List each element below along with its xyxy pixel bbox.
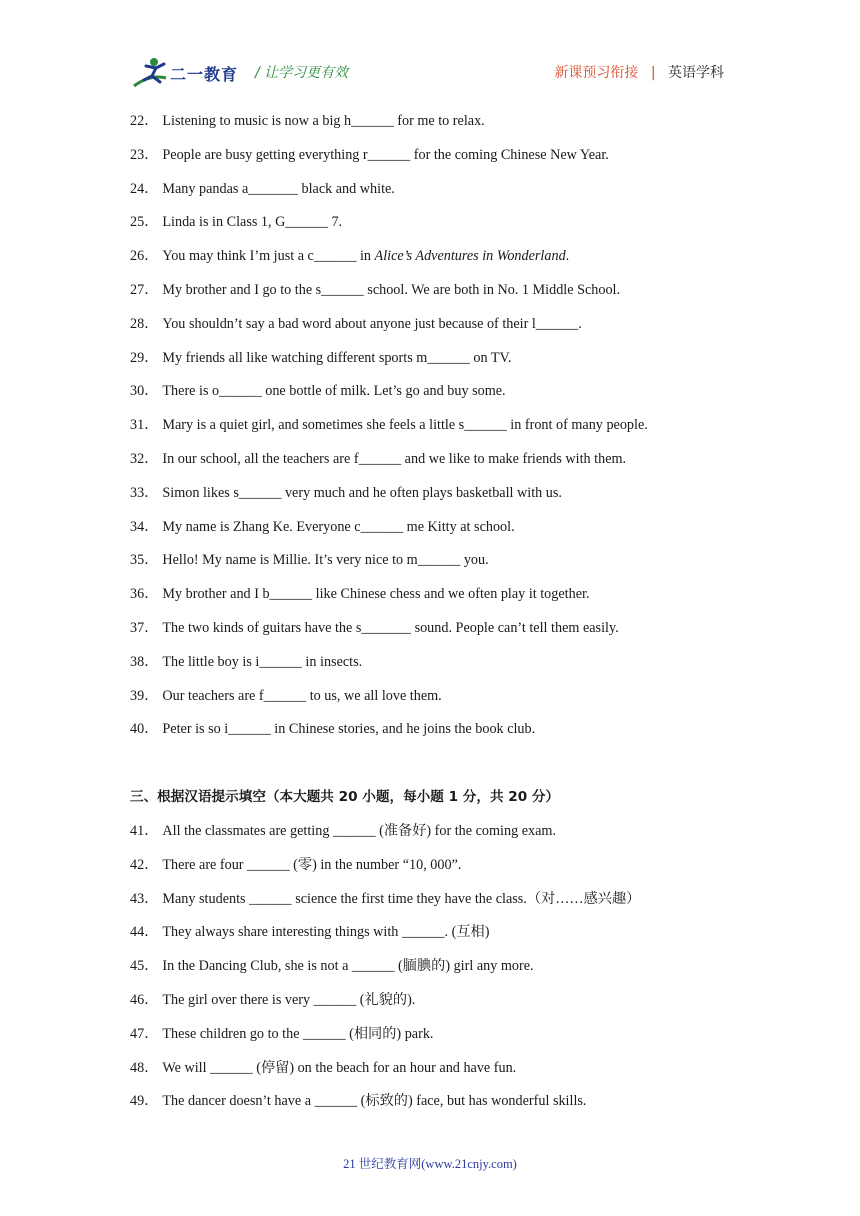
question-number: 36． xyxy=(130,586,159,603)
question-item xyxy=(130,448,730,482)
question-number: 44． xyxy=(130,924,159,941)
question-text: You shouldn’t say a bad word about anyone just because of their l______. xyxy=(162,315,582,332)
question-number: 27． xyxy=(130,281,159,298)
question-text: Peter is so i______ in Chinese stories, and he joins the book club. xyxy=(162,721,536,738)
question-item xyxy=(130,989,730,1023)
slogan: / 让学习更有效 xyxy=(255,65,349,81)
question-item xyxy=(130,1090,730,1124)
question-item xyxy=(130,617,730,651)
question-number: 23． xyxy=(130,146,159,163)
question-number: 32． xyxy=(130,450,159,467)
page-footer: 21 世纪教育网(www.21cnjy.com) xyxy=(343,1157,517,1171)
header-right xyxy=(554,62,724,82)
question-number: 42． xyxy=(130,856,159,873)
question-text: People are busy getting everything r______ for the coming Chinese New Year. xyxy=(162,146,609,163)
question-item xyxy=(130,245,730,279)
question-number: 47． xyxy=(130,1025,159,1042)
subject-label: 英语学科 xyxy=(668,65,724,81)
question-item xyxy=(130,854,730,888)
question-text: The little boy is i______ in insects. xyxy=(162,653,363,670)
question-text: My brother and I b______ like Chinese chess and we often play it together. xyxy=(162,586,590,603)
question-item xyxy=(130,313,730,347)
question-text-end: . xyxy=(565,248,570,265)
worksheet-content xyxy=(130,110,730,1124)
question-number: 43． xyxy=(130,890,159,907)
question-number: 33． xyxy=(130,484,159,501)
section-3-title: 三、根据汉语提示填空（本大题共 20 小题，每小题 1 分，共 20 分） xyxy=(130,789,560,806)
question-item xyxy=(130,178,730,212)
question-number: 35． xyxy=(130,552,159,569)
question-text: The dancer doesn’t have a ______ (标致的) face, but has wonderful skills. xyxy=(162,1093,587,1110)
question-text: You may think I’m just a c______ in xyxy=(162,248,375,265)
question-number: 22． xyxy=(130,113,159,129)
question-text: My brother and I go to the s______ school. We are both in No. 1 Middle School. xyxy=(162,281,621,298)
question-item xyxy=(130,482,730,516)
page-header xyxy=(130,52,728,92)
book-title: Alice’s Adventures in Wonderland xyxy=(374,248,566,265)
question-item xyxy=(130,820,730,854)
question-list-part3 xyxy=(130,820,730,1124)
question-item xyxy=(130,110,730,144)
logo-text: 二一教育 xyxy=(170,65,239,84)
question-item xyxy=(130,583,730,617)
course-label: 新课预习衔接 xyxy=(554,65,639,81)
question-item xyxy=(130,516,730,550)
question-item xyxy=(130,955,730,989)
question-text: Many pandas a_______ black and white. xyxy=(162,180,395,197)
question-text: My friends all like watching different sports m______ on TV. xyxy=(162,349,512,366)
question-text: Simon likes s______ very much and he often plays basketball with us. xyxy=(162,484,562,501)
question-number: 48． xyxy=(130,1059,159,1076)
question-number: 25． xyxy=(130,214,159,231)
question-text: Hello! My name is Millie. It’s very nice to m______ you. xyxy=(162,552,489,569)
question-number: 31． xyxy=(130,417,159,434)
question-number: 29． xyxy=(130,349,159,366)
question-number: 28． xyxy=(130,315,159,332)
question-text: They always share interesting things with ______. (互相) xyxy=(162,924,490,941)
question-text: My name is Zhang Ke. Everyone c______ me Kitty at school. xyxy=(162,518,515,535)
question-item xyxy=(130,380,730,414)
question-item xyxy=(130,921,730,955)
question-number: 46． xyxy=(130,991,159,1008)
question-number: 34． xyxy=(130,518,159,535)
header-separator: | xyxy=(650,65,656,81)
question-item xyxy=(130,144,730,178)
question-text: Many students ______ science the first time they have the class.（对……感兴趣） xyxy=(162,890,641,907)
question-item xyxy=(130,279,730,313)
question-item xyxy=(130,414,730,448)
question-text: Listening to music is now a big h______ for me to relax. xyxy=(162,113,485,129)
question-text: In the Dancing Club, she is not a ______ (腼腆的) girl any more. xyxy=(162,958,534,975)
question-item xyxy=(130,685,730,719)
question-text: There are four ______ (零) in the number “10, 000”. xyxy=(162,856,462,873)
question-item xyxy=(130,549,730,583)
question-text: The girl over there is very ______ (礼貌的). xyxy=(162,991,416,1008)
question-text: Our teachers are f______ to us, we all love them. xyxy=(162,687,442,704)
question-text: These children go to the ______ (相同的) park. xyxy=(162,1025,434,1042)
question-number: 38． xyxy=(130,653,159,670)
question-item xyxy=(130,888,730,922)
question-number: 30． xyxy=(130,383,159,400)
question-item xyxy=(130,347,730,381)
question-text: There is o______ one bottle of milk. Let’s go and buy some. xyxy=(162,383,506,400)
question-item xyxy=(130,718,730,752)
question-number: 37． xyxy=(130,619,159,636)
question-number: 39． xyxy=(130,687,159,704)
question-item xyxy=(130,211,730,245)
question-item xyxy=(130,1023,730,1057)
question-number: 41． xyxy=(130,822,159,839)
question-text: In our school, all the teachers are f______ and we like to make friends with them. xyxy=(162,450,627,467)
question-number: 40． xyxy=(130,721,159,738)
question-item xyxy=(130,651,730,685)
question-text: We will ______ (停留) on the beach for an hour and have fun. xyxy=(162,1059,517,1076)
question-number: 26． xyxy=(130,248,159,265)
section-gap xyxy=(130,752,730,786)
question-number: 24． xyxy=(130,180,159,197)
question-text: The two kinds of guitars have the s_______ sound. People can’t tell them easily. xyxy=(162,619,619,636)
question-number: 49． xyxy=(130,1093,159,1110)
question-text: Linda is in Class 1, G______ 7. xyxy=(162,214,343,231)
question-text: Mary is a quiet girl, and sometimes she feels a little s______ in front of many people. xyxy=(162,417,648,434)
question-list-part2 xyxy=(130,110,730,752)
question-item xyxy=(130,1057,730,1091)
question-number: 45． xyxy=(130,958,159,975)
question-text: All the classmates are getting ______ (准备好) for the coming exam. xyxy=(162,822,556,839)
